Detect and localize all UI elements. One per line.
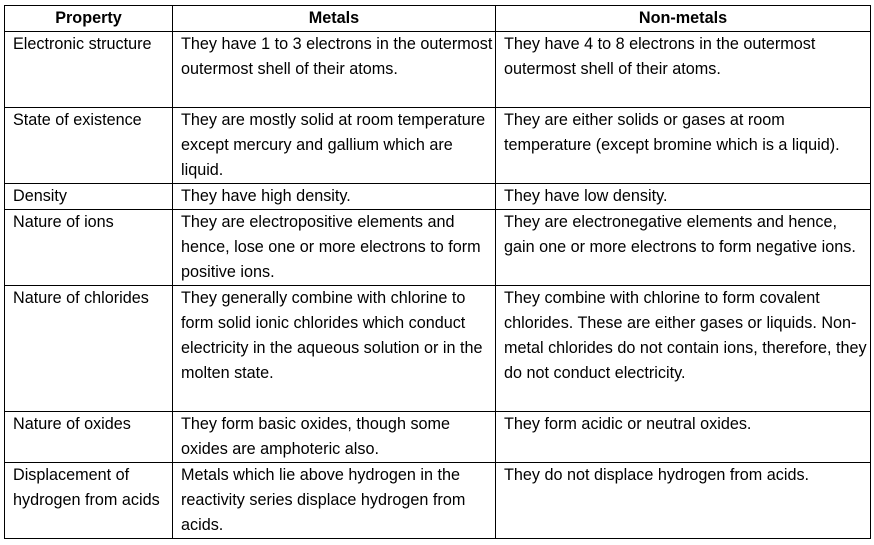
table-row: [5, 412, 871, 463]
table-row: [5, 463, 871, 539]
nonmetals-cell: They combine with chlorine to form covalent chlorides. These are either gases or liquids. Non-metal chlorides do not contain ions, therefore, they do not conduct electricity.: [496, 286, 871, 412]
comparison-table: [4, 5, 871, 539]
metals-cell: They have high density.: [173, 184, 496, 210]
table-row: [5, 286, 871, 412]
table-row: [5, 108, 871, 184]
property-cell: Nature of chlorides: [5, 286, 173, 412]
property-cell: Nature of ions: [5, 210, 173, 286]
table-row: [5, 32, 871, 108]
property-cell: Density: [5, 184, 173, 210]
property-cell: Displacement of hydrogen from acids: [5, 463, 173, 539]
nonmetals-cell: They are either solids or gases at room temperature (except bromine which is a liquid).: [496, 108, 871, 184]
table-row: [5, 184, 871, 210]
header-property: Property: [5, 6, 173, 32]
nonmetals-cell: They are electronegative elements and hence, gain one or more electrons to form negative ions.: [496, 210, 871, 286]
metals-cell: They generally combine with chlorine to form solid ionic chlorides which conduct electricity in the aqueous solution or in the molten state.: [173, 286, 496, 412]
nonmetals-cell: They have low density.: [496, 184, 871, 210]
metals-cell: They are electropositive elements and hence, lose one or more electrons to form positive ions.: [173, 210, 496, 286]
metals-cell: They form basic oxides, though some oxides are amphoteric also.: [173, 412, 496, 463]
metals-cell: They have 1 to 3 electrons in the outermost outermost shell of their atoms.: [173, 32, 496, 108]
nonmetals-cell: They have 4 to 8 electrons in the outermost outermost shell of their atoms.: [496, 32, 871, 108]
table-body: [5, 32, 871, 539]
nonmetals-cell: They do not displace hydrogen from acids.: [496, 463, 871, 539]
property-cell: Electronic structure: [5, 32, 173, 108]
table-row: [5, 210, 871, 286]
nonmetals-cell: They form acidic or neutral oxides.: [496, 412, 871, 463]
metals-cell: Metals which lie above hydrogen in the reactivity series displace hydrogen from acids.: [173, 463, 496, 539]
table-header: [5, 6, 871, 32]
property-cell: Nature of oxides: [5, 412, 173, 463]
metals-cell: They are mostly solid at room temperature except mercury and gallium which are liquid.: [173, 108, 496, 184]
header-nonmetals: Non-metals: [496, 6, 871, 32]
header-row: [5, 6, 871, 32]
property-cell: State of existence: [5, 108, 173, 184]
header-metals: Metals: [173, 6, 496, 32]
